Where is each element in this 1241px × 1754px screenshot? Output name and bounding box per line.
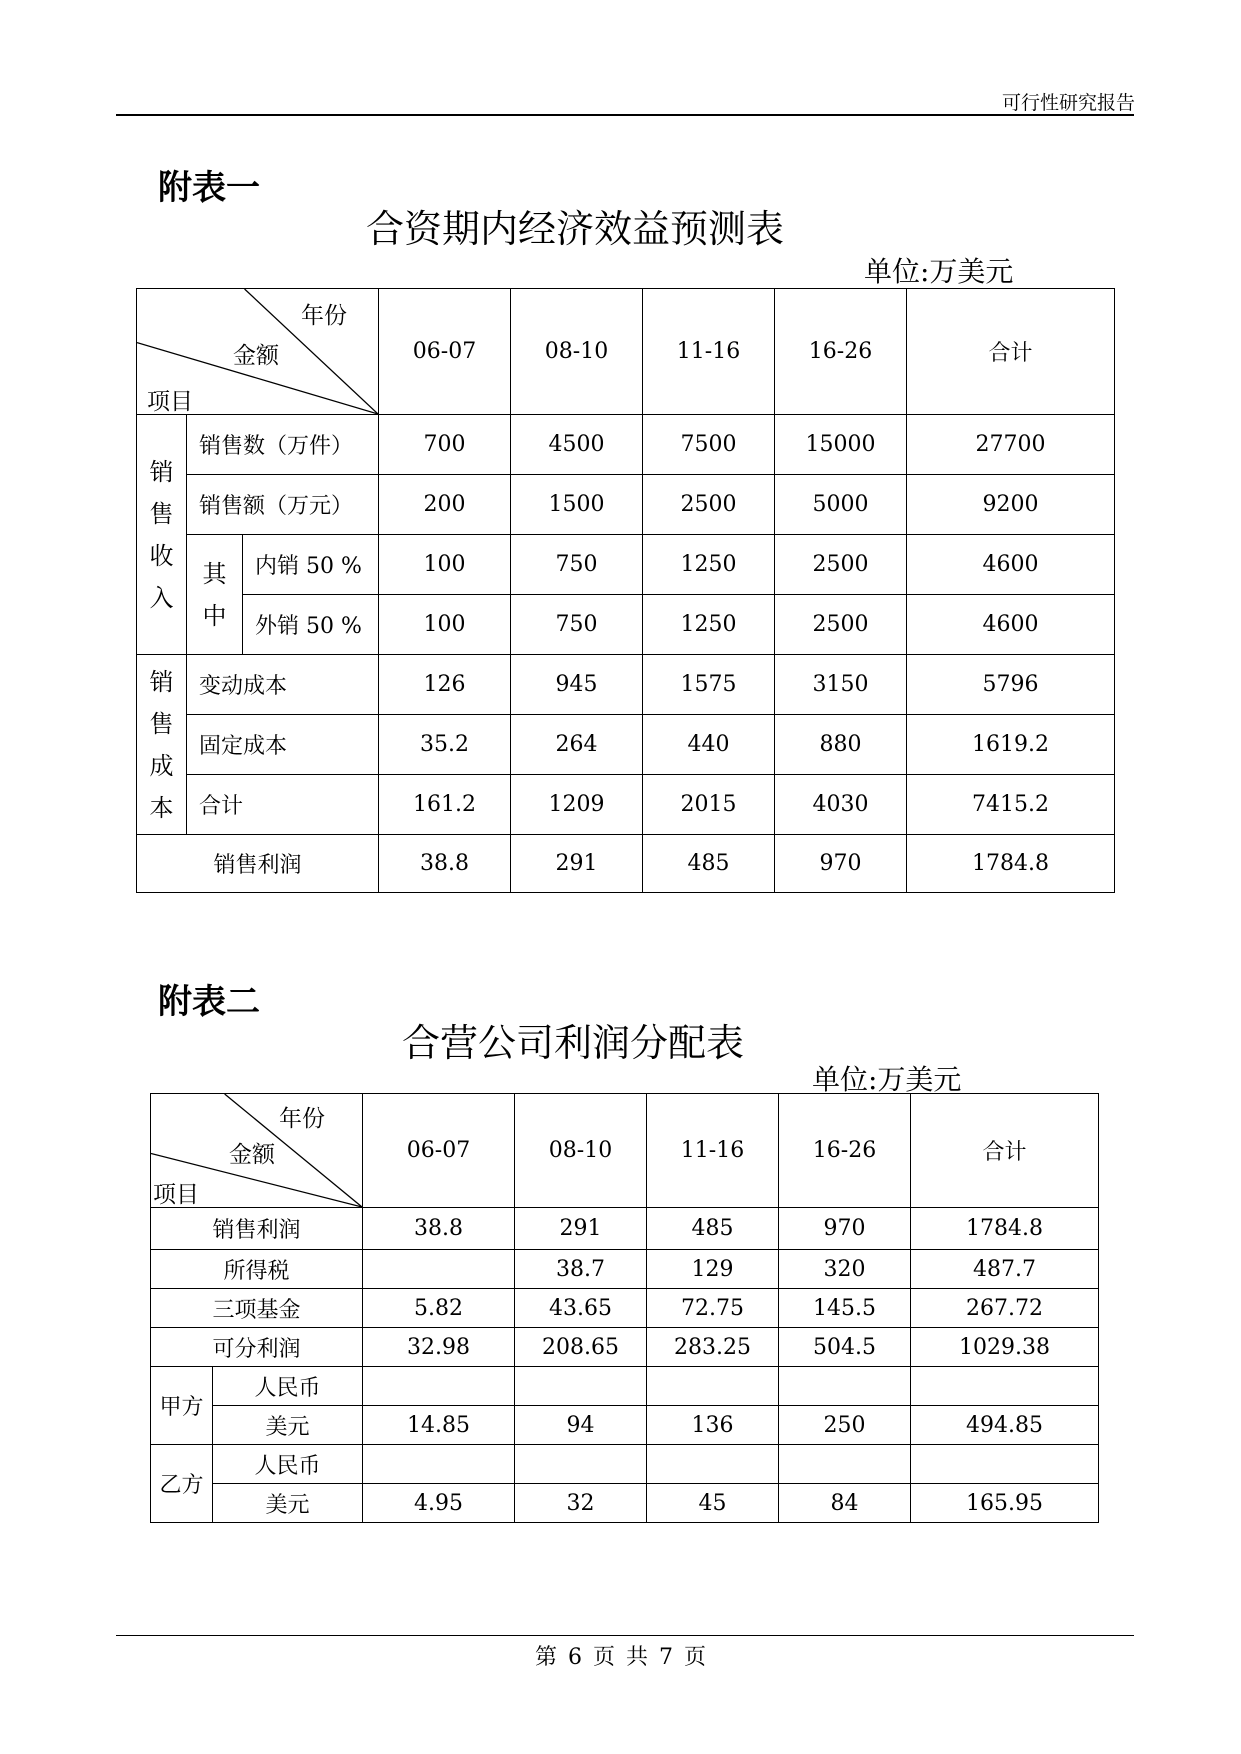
- table2-party-a-label: 甲方: [151, 1367, 213, 1445]
- table1-cell: 2500: [775, 535, 907, 595]
- table-row: [151, 1328, 1099, 1367]
- table1-col-header: 合计: [907, 289, 1115, 415]
- table1-cell: 27700: [907, 415, 1115, 475]
- table2: [150, 1093, 1099, 1523]
- table1-row-label: 销售额（万元）: [187, 475, 379, 535]
- table1-title: 合资期内经济效益预测表: [366, 207, 785, 251]
- table1-cell: 126: [379, 655, 511, 715]
- table1-row-label: 外销 50 %: [243, 595, 379, 655]
- table1-col-header: 08-10: [511, 289, 643, 415]
- table1-cell: 1575: [643, 655, 775, 715]
- table1-cell: 750: [511, 535, 643, 595]
- table1-cell: 4500: [511, 415, 643, 475]
- table1-row-label: 合计: [187, 775, 379, 835]
- table2-col-header: 11-16: [647, 1094, 779, 1208]
- table2-row-label: 人民币: [213, 1445, 363, 1484]
- table2-cell: 487.7: [911, 1250, 1099, 1289]
- table-row: [151, 1445, 1099, 1484]
- table1-header-row: [137, 289, 1115, 415]
- table2-row-label: 所得税: [151, 1250, 363, 1289]
- table2-row-label: 美元: [213, 1484, 363, 1523]
- table2-cell: [363, 1250, 515, 1289]
- page-number: 第 6 页 共 7 页: [535, 1645, 706, 1670]
- table1-cell: 1500: [511, 475, 643, 535]
- table2-cell: [911, 1367, 1099, 1406]
- table1-col-header: 06-07: [379, 289, 511, 415]
- table2-col-header: 合计: [911, 1094, 1099, 1208]
- table2-cell: [779, 1445, 911, 1484]
- table2-cell: [515, 1367, 647, 1406]
- table1-cell: 15000: [775, 415, 907, 475]
- appendix-2-label: 附表二: [158, 982, 260, 1022]
- table2-row-label: 三项基金: [151, 1289, 363, 1328]
- table2-cell: 43.65: [515, 1289, 647, 1328]
- table2-cell: [647, 1445, 779, 1484]
- table1-cell: 2500: [643, 475, 775, 535]
- appendix-1-label: 附表一: [158, 168, 260, 208]
- table2-row-label: 可分利润: [151, 1328, 363, 1367]
- table1-cell: 5000: [775, 475, 907, 535]
- table1: [136, 288, 1115, 893]
- table1-cell: 161.2: [379, 775, 511, 835]
- table2-cell: 320: [779, 1250, 911, 1289]
- table1-cell: 5796: [907, 655, 1115, 715]
- table-row: [137, 715, 1115, 775]
- table1-row-label: 内销 50 %: [243, 535, 379, 595]
- table2-cell: 129: [647, 1250, 779, 1289]
- table2-cell: 970: [779, 1208, 911, 1250]
- table1-cell: 100: [379, 595, 511, 655]
- table2-cell: 5.82: [363, 1289, 515, 1328]
- table2-cell: 485: [647, 1208, 779, 1250]
- table2-cell: [363, 1367, 515, 1406]
- table1-cell: 485: [643, 835, 775, 893]
- table1-corner-year: 年份: [301, 303, 347, 329]
- table1-subgroup-qizhong: 其 中: [187, 535, 243, 655]
- table1-cell: 4600: [907, 595, 1115, 655]
- table2-cell: 267.72: [911, 1289, 1099, 1328]
- table2-title: 合营公司利润分配表: [402, 1021, 745, 1065]
- table-row: [151, 1406, 1099, 1445]
- table1-cell: 7500: [643, 415, 775, 475]
- table1-row-label: 销售数（万件）: [187, 415, 379, 475]
- table2-cell: 208.65: [515, 1328, 647, 1367]
- table1-group-cost: 销 售 成 本: [137, 655, 187, 835]
- table2-cell: 250: [779, 1406, 911, 1445]
- table1-cell: 2015: [643, 775, 775, 835]
- table1-row-label: 销售利润: [137, 835, 379, 893]
- table1-col-header: 16-26: [775, 289, 907, 415]
- table2-cell: 94: [515, 1406, 647, 1445]
- table-row: [151, 1484, 1099, 1523]
- table2-header-row: [151, 1094, 1099, 1208]
- table-row: [137, 595, 1115, 655]
- table1-cell: 291: [511, 835, 643, 893]
- table1-corner-amount: 金额: [233, 343, 279, 369]
- table2-cell: 291: [515, 1208, 647, 1250]
- table1-corner-item: 项目: [147, 389, 193, 415]
- table-row: [137, 775, 1115, 835]
- table1-cell: 3150: [775, 655, 907, 715]
- table2-cell: 38.7: [515, 1250, 647, 1289]
- table1-cell: 4030: [775, 775, 907, 835]
- header-title: 可行性研究报告: [1001, 92, 1135, 114]
- table2-cell: 1029.38: [911, 1328, 1099, 1367]
- table-row: [137, 835, 1115, 893]
- table2-cell: 14.85: [363, 1406, 515, 1445]
- table1-cell: 35.2: [379, 715, 511, 775]
- table2-cell: 145.5: [779, 1289, 911, 1328]
- table-row: [151, 1367, 1099, 1406]
- table2-col-header: 08-10: [515, 1094, 647, 1208]
- table2-cell: 494.85: [911, 1406, 1099, 1445]
- table1-col-header: 11-16: [643, 289, 775, 415]
- table1-cell: 1209: [511, 775, 643, 835]
- header-rule: [116, 114, 1134, 116]
- table1-corner-cell: [137, 289, 379, 415]
- table-row: [137, 475, 1115, 535]
- table2-cell: 84: [779, 1484, 911, 1523]
- table1-cell: 38.8: [379, 835, 511, 893]
- table2-cell: [911, 1445, 1099, 1484]
- table1-cell: 700: [379, 415, 511, 475]
- table2-corner-item: 项目: [153, 1182, 199, 1208]
- table2-row-label: 美元: [213, 1406, 363, 1445]
- table1-cell: 7415.2: [907, 775, 1115, 835]
- table2-cell: 72.75: [647, 1289, 779, 1328]
- table1-cell: 264: [511, 715, 643, 775]
- table2-cell: [779, 1367, 911, 1406]
- table1-cell: 880: [775, 715, 907, 775]
- table2-cell: [647, 1367, 779, 1406]
- table-row: [151, 1250, 1099, 1289]
- table2-col-header: 06-07: [363, 1094, 515, 1208]
- table-row: [137, 655, 1115, 715]
- table1-cell: 1619.2: [907, 715, 1115, 775]
- table1-row-label: 固定成本: [187, 715, 379, 775]
- table1-cell: 970: [775, 835, 907, 893]
- table2-cell: 45: [647, 1484, 779, 1523]
- table2-cell: 32: [515, 1484, 647, 1523]
- table2-party-b-label: 乙方: [151, 1445, 213, 1523]
- table1-cell: 945: [511, 655, 643, 715]
- table2-cell: 136: [647, 1406, 779, 1445]
- table-row: [151, 1289, 1099, 1328]
- table2-cell: 504.5: [779, 1328, 911, 1367]
- table2-cell: 4.95: [363, 1484, 515, 1523]
- table2-corner-amount: 金额: [229, 1142, 275, 1168]
- table2-cell: 1784.8: [911, 1208, 1099, 1250]
- table2-cell: [515, 1445, 647, 1484]
- table1-cell: 1250: [643, 535, 775, 595]
- table1-row-label: 变动成本: [187, 655, 379, 715]
- table1-cell: 750: [511, 595, 643, 655]
- table1-cell: 1784.8: [907, 835, 1115, 893]
- table2-cell: 165.95: [911, 1484, 1099, 1523]
- table1-unit: 单位:万美元: [864, 255, 1014, 288]
- table2-corner-year: 年份: [279, 1106, 325, 1132]
- table1-cell: 2500: [775, 595, 907, 655]
- table1-cell: 9200: [907, 475, 1115, 535]
- table2-cell: [363, 1445, 515, 1484]
- table-row: [137, 535, 1115, 595]
- table1-cell: 200: [379, 475, 511, 535]
- table2-cell: 283.25: [647, 1328, 779, 1367]
- table2-unit: 单位:万美元: [812, 1063, 962, 1096]
- table1-cell: 440: [643, 715, 775, 775]
- table-row: [137, 415, 1115, 475]
- table1-cell: 1250: [643, 595, 775, 655]
- table1-group-income: 销 售 收 入: [137, 415, 187, 655]
- table2-row-label: 人民币: [213, 1367, 363, 1406]
- table2-row-label: 销售利润: [151, 1208, 363, 1250]
- table2-cell: 38.8: [363, 1208, 515, 1250]
- table1-cell: 100: [379, 535, 511, 595]
- table2-cell: 32.98: [363, 1328, 515, 1367]
- table2-col-header: 16-26: [779, 1094, 911, 1208]
- footer-rule: [116, 1635, 1134, 1636]
- table-row: [151, 1208, 1099, 1250]
- table1-cell: 4600: [907, 535, 1115, 595]
- table2-corner-cell: [151, 1094, 363, 1208]
